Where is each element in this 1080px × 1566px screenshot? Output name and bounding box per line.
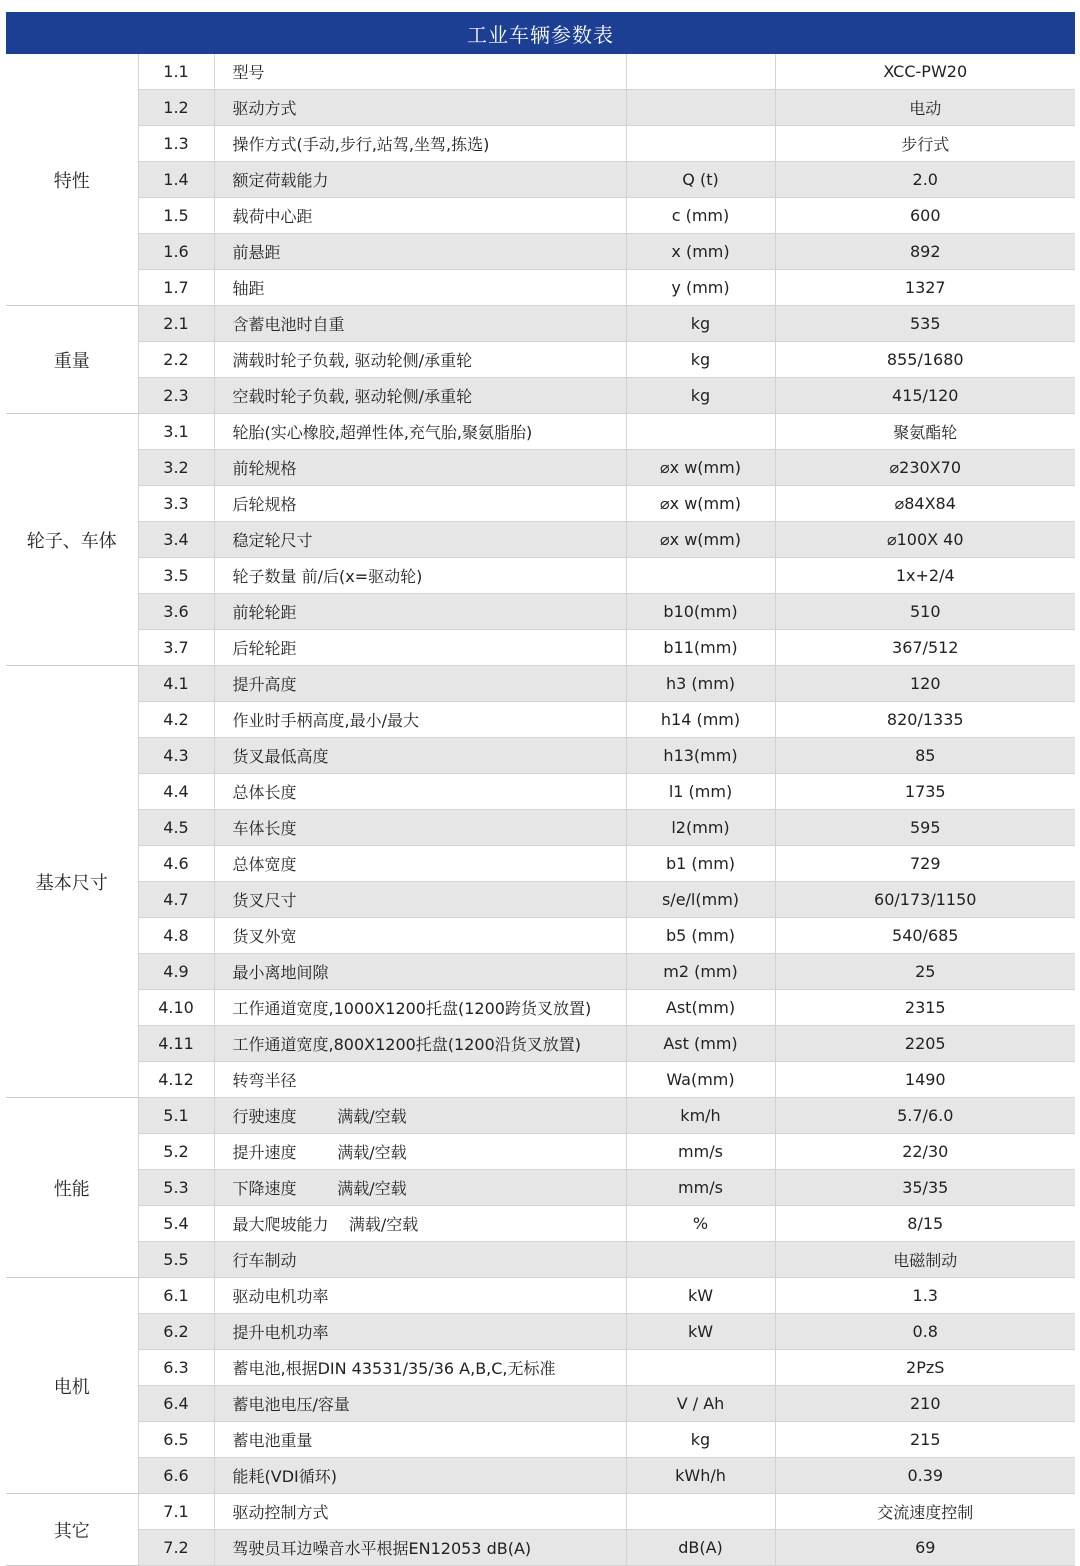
parameter-value: 电磁制动 [775, 1242, 1075, 1278]
parameter-unit: b10(mm) [626, 594, 775, 630]
parameter-name: 蓄电池重量 [214, 1422, 626, 1458]
parameter-name: 行车制动 [214, 1242, 626, 1278]
parameter-value: 595 [775, 810, 1075, 846]
row-number: 3.1 [138, 414, 214, 450]
parameter-unit: l2(mm) [626, 810, 775, 846]
parameter-value: 729 [775, 846, 1075, 882]
group-label: 电机 [6, 1278, 138, 1494]
table-row [6, 450, 1075, 486]
parameter-unit: % [626, 1206, 775, 1242]
parameter-value: 69 [775, 1530, 1075, 1566]
table-row [6, 702, 1075, 738]
table-row [6, 1422, 1075, 1458]
row-number: 3.2 [138, 450, 214, 486]
parameter-value: 367/512 [775, 630, 1075, 666]
row-number: 6.4 [138, 1386, 214, 1422]
row-number: 3.6 [138, 594, 214, 630]
table-row [6, 486, 1075, 522]
table-row [6, 1242, 1075, 1278]
table-row [6, 1170, 1075, 1206]
table-row [6, 1314, 1075, 1350]
parameter-name: 型号 [214, 54, 626, 90]
row-number: 4.6 [138, 846, 214, 882]
row-number: 3.5 [138, 558, 214, 594]
parameter-unit [626, 1350, 775, 1386]
row-number: 1.7 [138, 270, 214, 306]
table-row [6, 414, 1075, 450]
row-number: 4.11 [138, 1026, 214, 1062]
parameter-value: ⌀100X 40 [775, 522, 1075, 558]
parameter-unit: Q (t) [626, 162, 775, 198]
row-number: 4.2 [138, 702, 214, 738]
group-label: 基本尺寸 [6, 666, 138, 1098]
parameter-table-body [6, 54, 1075, 1566]
table-row [6, 666, 1075, 702]
parameter-unit [626, 126, 775, 162]
parameter-value: 2205 [775, 1026, 1075, 1062]
parameter-unit [626, 558, 775, 594]
parameter-value: ⌀84X84 [775, 486, 1075, 522]
parameter-unit: y (mm) [626, 270, 775, 306]
parameter-table [6, 54, 1075, 1566]
group-label: 性能 [6, 1098, 138, 1278]
parameter-name: 后轮规格 [214, 486, 626, 522]
parameter-value: 535 [775, 306, 1075, 342]
parameter-name: 前轮轮距 [214, 594, 626, 630]
table-row [6, 306, 1075, 342]
parameter-value: 1490 [775, 1062, 1075, 1098]
table-row [6, 1026, 1075, 1062]
parameter-name: 载荷中心距 [214, 198, 626, 234]
parameter-name: 含蓄电池时自重 [214, 306, 626, 342]
row-number: 4.1 [138, 666, 214, 702]
parameter-value: 892 [775, 234, 1075, 270]
row-number: 1.2 [138, 90, 214, 126]
table-row [6, 1134, 1075, 1170]
group-label: 特性 [6, 54, 138, 306]
row-number: 5.2 [138, 1134, 214, 1170]
parameter-unit: x (mm) [626, 234, 775, 270]
parameter-name: 驱动方式 [214, 90, 626, 126]
parameter-name: 额定荷载能力 [214, 162, 626, 198]
row-number: 6.1 [138, 1278, 214, 1314]
parameter-value: 415/120 [775, 378, 1075, 414]
parameter-name: 满载时轮子负载, 驱动轮侧/承重轮 [214, 342, 626, 378]
row-number: 4.5 [138, 810, 214, 846]
row-number: 5.3 [138, 1170, 214, 1206]
parameter-unit: Ast (mm) [626, 1026, 775, 1062]
table-row [6, 162, 1075, 198]
table-row [6, 918, 1075, 954]
parameter-unit: h13(mm) [626, 738, 775, 774]
table-row [6, 1494, 1075, 1530]
table-row [6, 1206, 1075, 1242]
parameter-name: 驾驶员耳边噪音水平根据EN12053 dB(A) [214, 1530, 626, 1566]
row-number: 1.1 [138, 54, 214, 90]
parameter-name: 提升电机功率 [214, 1314, 626, 1350]
parameter-value: 35/35 [775, 1170, 1075, 1206]
row-number: 2.3 [138, 378, 214, 414]
parameter-value: 步行式 [775, 126, 1075, 162]
parameter-name: 轴距 [214, 270, 626, 306]
parameter-unit: Ast(mm) [626, 990, 775, 1026]
row-number: 1.5 [138, 198, 214, 234]
group-label: 其它 [6, 1494, 138, 1566]
parameter-value: 1735 [775, 774, 1075, 810]
parameter-name: 后轮轮距 [214, 630, 626, 666]
parameter-name: 最小离地间隙 [214, 954, 626, 990]
parameter-value: 25 [775, 954, 1075, 990]
table-row [6, 954, 1075, 990]
row-number: 5.5 [138, 1242, 214, 1278]
table-row [6, 558, 1075, 594]
row-number: 1.4 [138, 162, 214, 198]
table-row [6, 270, 1075, 306]
parameter-value: 510 [775, 594, 1075, 630]
parameter-unit: kWh/h [626, 1458, 775, 1494]
parameter-name: 行驶速度 满载/空载 [214, 1098, 626, 1134]
table-row [6, 738, 1075, 774]
parameter-value: 交流速度控制 [775, 1494, 1075, 1530]
parameter-name: 前轮规格 [214, 450, 626, 486]
parameter-unit: kW [626, 1278, 775, 1314]
parameter-unit: ⌀x w(mm) [626, 522, 775, 558]
table-row [6, 126, 1075, 162]
row-number: 2.2 [138, 342, 214, 378]
row-number: 4.7 [138, 882, 214, 918]
parameter-unit: kW [626, 1314, 775, 1350]
parameter-name: 驱动控制方式 [214, 1494, 626, 1530]
parameter-unit: ⌀x w(mm) [626, 450, 775, 486]
table-row [6, 54, 1075, 90]
row-number: 3.7 [138, 630, 214, 666]
parameter-unit: Wa(mm) [626, 1062, 775, 1098]
row-number: 2.1 [138, 306, 214, 342]
table-row [6, 522, 1075, 558]
parameter-value: 0.39 [775, 1458, 1075, 1494]
parameter-unit: dB(A) [626, 1530, 775, 1566]
parameter-name: 前悬距 [214, 234, 626, 270]
parameter-name: 转弯半径 [214, 1062, 626, 1098]
parameter-name: 能耗(VDI循环) [214, 1458, 626, 1494]
table-row [6, 342, 1075, 378]
row-number: 4.9 [138, 954, 214, 990]
parameter-value: 1327 [775, 270, 1075, 306]
row-number: 6.6 [138, 1458, 214, 1494]
parameter-name: 提升高度 [214, 666, 626, 702]
row-number: 1.6 [138, 234, 214, 270]
parameter-unit [626, 1494, 775, 1530]
parameter-unit: kg [626, 1422, 775, 1458]
table-row [6, 1062, 1075, 1098]
table-row [6, 1350, 1075, 1386]
table-row [6, 594, 1075, 630]
parameter-unit: h14 (mm) [626, 702, 775, 738]
parameter-unit: s/e/l(mm) [626, 882, 775, 918]
parameter-unit: V / Ah [626, 1386, 775, 1422]
table-row [6, 810, 1075, 846]
parameter-value: 1x+2/4 [775, 558, 1075, 594]
parameter-name: 货叉最低高度 [214, 738, 626, 774]
parameter-unit: km/h [626, 1098, 775, 1134]
parameter-name: 货叉尺寸 [214, 882, 626, 918]
parameter-value: 2PzS [775, 1350, 1075, 1386]
parameter-value: 60/173/1150 [775, 882, 1075, 918]
parameter-name: 蓄电池电压/容量 [214, 1386, 626, 1422]
group-label: 重量 [6, 306, 138, 414]
parameter-unit: kg [626, 342, 775, 378]
parameter-unit: l1 (mm) [626, 774, 775, 810]
parameter-value: 855/1680 [775, 342, 1075, 378]
parameter-unit [626, 90, 775, 126]
parameter-name: 提升速度 满载/空载 [214, 1134, 626, 1170]
table-row [6, 990, 1075, 1026]
table-row [6, 846, 1075, 882]
parameter-value: ⌀230X70 [775, 450, 1075, 486]
parameter-name: 总体宽度 [214, 846, 626, 882]
table-row [6, 882, 1075, 918]
parameter-unit: mm/s [626, 1134, 775, 1170]
parameter-value: 电动 [775, 90, 1075, 126]
parameter-name: 轮子数量 前/后(x=驱动轮) [214, 558, 626, 594]
group-label: 轮子、车体 [6, 414, 138, 666]
table-row [6, 774, 1075, 810]
parameter-value: 210 [775, 1386, 1075, 1422]
table-row [6, 378, 1075, 414]
parameter-name: 轮胎(实心橡胶,超弹性体,充气胎,聚氨脂胎) [214, 414, 626, 450]
parameter-name: 空载时轮子负载, 驱动轮侧/承重轮 [214, 378, 626, 414]
parameter-name: 蓄电池,根据DIN 43531/35/36 A,B,C,无标准 [214, 1350, 626, 1386]
parameter-value: 600 [775, 198, 1075, 234]
parameter-unit: mm/s [626, 1170, 775, 1206]
parameter-name: 下降速度 满载/空载 [214, 1170, 626, 1206]
parameter-name: 驱动电机功率 [214, 1278, 626, 1314]
parameter-name: 工作通道宽度,800X1200托盘(1200沿货叉放置) [214, 1026, 626, 1062]
parameter-unit [626, 54, 775, 90]
table-row [6, 630, 1075, 666]
parameter-value: 聚氨酯轮 [775, 414, 1075, 450]
table-row [6, 1530, 1075, 1566]
parameter-name: 车体长度 [214, 810, 626, 846]
table-row [6, 1098, 1075, 1134]
parameter-name: 作业时手柄高度,最小/最大 [214, 702, 626, 738]
parameter-unit [626, 1242, 775, 1278]
row-number: 7.1 [138, 1494, 214, 1530]
parameter-unit: kg [626, 378, 775, 414]
parameter-value: 0.8 [775, 1314, 1075, 1350]
parameter-unit: b5 (mm) [626, 918, 775, 954]
parameter-value: 540/685 [775, 918, 1075, 954]
row-number: 6.3 [138, 1350, 214, 1386]
parameter-unit: c (mm) [626, 198, 775, 234]
parameter-name: 货叉外宽 [214, 918, 626, 954]
parameter-value: 820/1335 [775, 702, 1075, 738]
parameter-value: XCC-PW20 [775, 54, 1075, 90]
table-row [6, 198, 1075, 234]
row-number: 4.12 [138, 1062, 214, 1098]
row-number: 4.3 [138, 738, 214, 774]
row-number: 5.1 [138, 1098, 214, 1134]
row-number: 3.3 [138, 486, 214, 522]
row-number: 3.4 [138, 522, 214, 558]
parameter-name: 工作通道宽度,1000X1200托盘(1200跨货叉放置) [214, 990, 626, 1026]
parameter-value: 2315 [775, 990, 1075, 1026]
spec-sheet [6, 12, 1075, 1566]
parameter-name: 稳定轮尺寸 [214, 522, 626, 558]
table-row [6, 90, 1075, 126]
table-row [6, 1278, 1075, 1314]
parameter-value: 5.7/6.0 [775, 1098, 1075, 1134]
parameter-name: 总体长度 [214, 774, 626, 810]
row-number: 6.5 [138, 1422, 214, 1458]
parameter-value: 1.3 [775, 1278, 1075, 1314]
parameter-unit: h3 (mm) [626, 666, 775, 702]
parameter-name: 最大爬坡能力 满载/空载 [214, 1206, 626, 1242]
table-title: 工业车辆参数表 [6, 12, 1075, 54]
table-row [6, 1458, 1075, 1494]
parameter-value: 85 [775, 738, 1075, 774]
row-number: 4.4 [138, 774, 214, 810]
parameter-value: 120 [775, 666, 1075, 702]
parameter-value: 215 [775, 1422, 1075, 1458]
parameter-unit: m2 (mm) [626, 954, 775, 990]
parameter-value: 8/15 [775, 1206, 1075, 1242]
parameter-unit [626, 414, 775, 450]
row-number: 5.4 [138, 1206, 214, 1242]
row-number: 7.2 [138, 1530, 214, 1566]
row-number: 4.10 [138, 990, 214, 1026]
parameter-value: 22/30 [775, 1134, 1075, 1170]
parameter-name: 操作方式(手动,步行,站驾,坐驾,拣选) [214, 126, 626, 162]
row-number: 6.2 [138, 1314, 214, 1350]
row-number: 4.8 [138, 918, 214, 954]
row-number: 1.3 [138, 126, 214, 162]
table-row [6, 234, 1075, 270]
parameter-unit: ⌀x w(mm) [626, 486, 775, 522]
parameter-unit: b11(mm) [626, 630, 775, 666]
parameter-unit: kg [626, 306, 775, 342]
table-row [6, 1386, 1075, 1422]
parameter-value: 2.0 [775, 162, 1075, 198]
parameter-unit: b1 (mm) [626, 846, 775, 882]
